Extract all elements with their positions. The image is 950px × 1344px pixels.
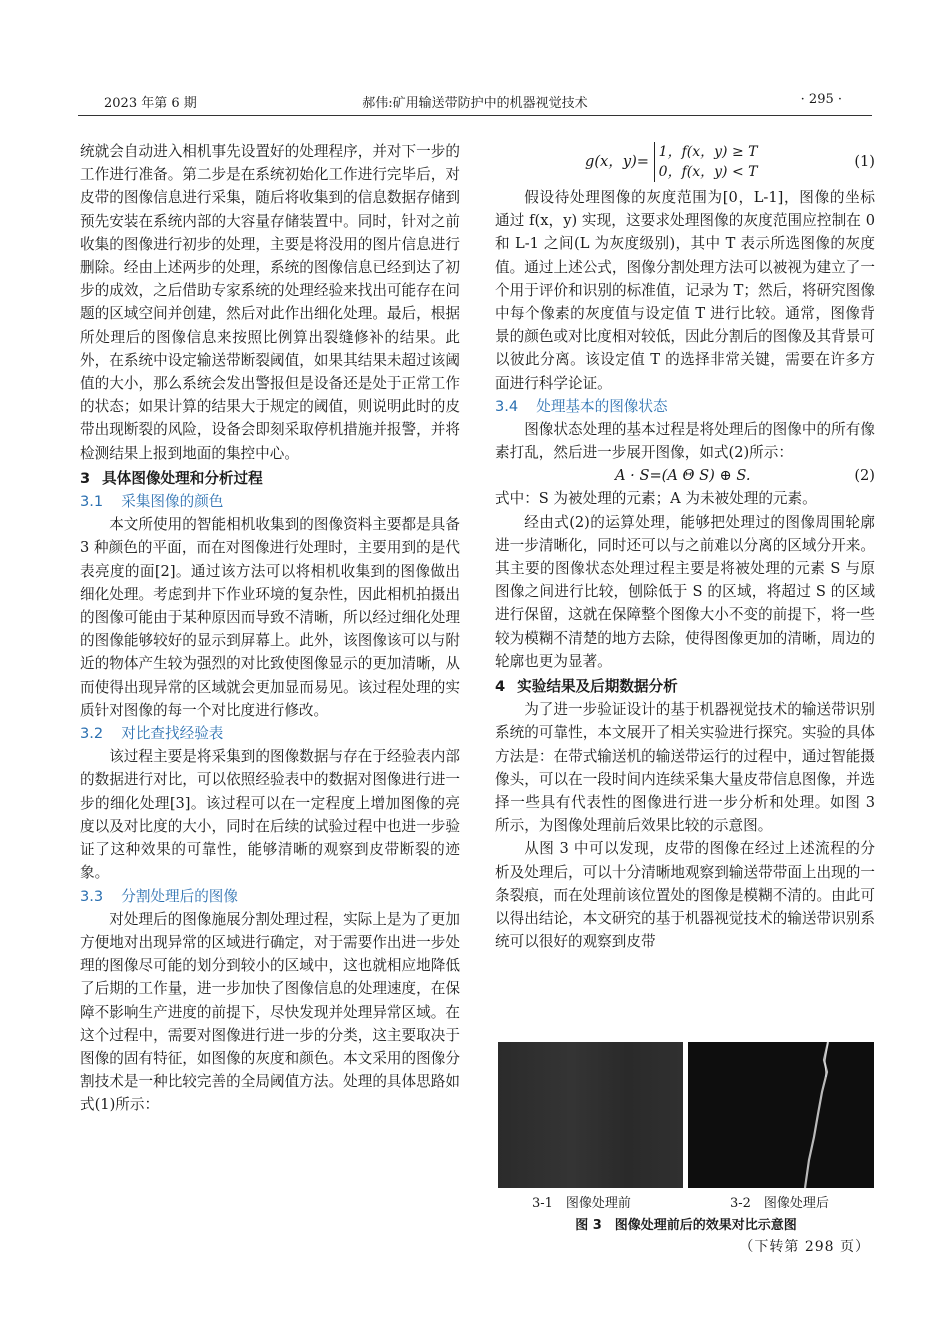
image-before-processing xyxy=(498,1042,683,1188)
crack-line-graphic xyxy=(688,1042,874,1188)
equation-number: (1) xyxy=(854,153,875,170)
subsection-heading: 3.4 处理基本的图像状态 xyxy=(495,397,668,415)
paragraph: 图像状态处理的基本过程是将处理后的图像中的所有像素打乱，然后进一步展开图像，如式(2)所示： xyxy=(495,421,875,462)
figure-3 xyxy=(498,1042,874,1233)
equation-number: (2) xyxy=(854,467,875,485)
section-heading: 4 实验结果及后期数据分析 xyxy=(495,678,678,696)
equation-note: 式中：S 为被处理的元素；A 为未被处理的元素。 xyxy=(495,490,817,508)
subsection-heading: 3.3 分割处理后的图像 xyxy=(80,887,238,905)
paragraph: 经由式(2)的运算处理，能够把处理过的图像周围轮廓进一步清晰化，同时还可以与之前难以分离的区域分开来。其主要的图像状态处理过程主要是将被处理的元素 S 与原图像之间进行比较，刨除低于 S 的区域，将超过 S 的区域进行保留，这就在保障整个图像大小不变的前提下，将一些较为模糊不清楚的地方去除，使得图像更加的清晰，周边的轮廓也更为显著。 xyxy=(495,513,875,670)
left-column xyxy=(80,140,460,1117)
page-number: · 295 · xyxy=(800,92,842,107)
subcaption-before: 3-1 图像处理前 xyxy=(532,1196,631,1211)
equation-2 xyxy=(495,464,875,487)
equation-lhs: g(x，y)= xyxy=(585,153,650,170)
continued-note: （下转第 298 页） xyxy=(739,1239,870,1255)
paragraph: 本文所使用的智能相机收集到的图像资料主要都是具备 3 种颜色的平面，而在对图像进行处理时，主要用到的是代表亮度的面[2]。通过该方法可以将相机收集到的图像做出细化处理。考虑到井下作业环境的复杂性，因此相机拍摄出的图像可能由于某种原因而导致不清晰，所以经过细化处理的图像能够较好的显示到屏幕上。此外，该图像该可以与附近的物体产生较为强烈的对比致使图像显示的更加清晰，从而使得出现异常的区域就会更加显而易见。该过程处理的实质针对图像的每一个对比度进行修改。 xyxy=(80,516,460,719)
equation-body: A · S=(A Θ S) ⊕ S. xyxy=(615,467,751,485)
paragraph: 对处理后的图像施展分割处理过程，实际上是为了更加方便地对出现异常的区域进行确定，对于需要作出进一步处理的图像尽可能的划分到较小的区域中，这也就相应地降低了后期的工作量，进一步加快了图像信息的处理速度，在保障不影响生产进度的前提下，尽快发现并处理异常区域。在这个过程中，需要对图像进行进一步的分类，这主要取决于图像的固有特征，如图像的灰度和颜色。本文采用的图像分割技术是一种比较完善的全局阈值方法。处理的具体思路如式(1)所示： xyxy=(80,910,460,1114)
issue-label: 2023 年第 6 期 xyxy=(104,96,197,111)
paragraph: 该过程主要是将采集到的图像数据与存在于经验表内部的数据进行对比，可以依照经验表中的数据对图像进行进一步的细化处理[3]。该过程可以在一定程度上增加图像的亮度以及对比度的大小，同时在后续的试验过程中也进一步验证了这种效果的可靠性，能够清晰的观察到皮带断裂的迹象。 xyxy=(80,748,460,882)
subsection-heading: 3.1 采集图像的颜色 xyxy=(80,493,224,511)
subcaption-after: 3-2 图像处理后 xyxy=(730,1196,829,1211)
running-header xyxy=(78,92,872,114)
header-rule xyxy=(78,115,872,116)
image-after-processing xyxy=(688,1042,874,1188)
right-column xyxy=(495,140,875,954)
paragraph: 统就会自动进入相机事先设置好的处理程序，并对下一步的工作进行准备。第二步是在系统初始化工作进行完毕后，对皮带的图像信息进行采集，随后将收集到的信息数据存储到预先安装在系统内部的大容量存储装置中。同时，针对之前收集的图像进行初步的处理，主要是将没用的图片信息进行删除。经由上述两步的处理，系统的图像信息已经到达了初步的成效，之后借助专家系统的处理经验来找出可能存在问题的区域空间并创建，然后对此作出细化处理。最后，根据所处理后的图像信息来按照比例算出裂缝修补的结果。此外，在系统中设定输送带断裂阈值，如果其结果未超过该阈值的大小，那么系统会发出警报但是设备还是处于正常工作的状态；如果计算的结果大于规定的阈值，则说明此时的皮带出现断裂的风险，设备会即刻采取停机措施并报警，并将检测结果上报到地面的集控中心。 xyxy=(80,143,460,462)
subsection-heading: 3.2 对比查找经验表 xyxy=(80,725,224,743)
paragraph: 为了进一步验证设计的基于机器视觉技术的输送带识别系统的可靠性，本文展开了相关实验进行探究。实验的具体方法是：在带式输送机的输送带运行的过程中，通过智能摄像头，可以在一段时间内连续采集大量皮带信息图像，并选择一些具有代表性的图像进行进一步分析和处理。如图 3 所示，为图像处理前后效果比较的示意图。 xyxy=(495,701,875,835)
section-heading: 3 具体图像处理和分析过程 xyxy=(80,469,263,487)
paragraph: 从图 3 中可以发现，皮带的图像在经过上述流程的分析及处理后，可以十分清晰地观察到输送带带面上出现的一条裂痕，而在处理前该位置处的图像是模糊不清的。由此可以得出结论，本文研究的基于机器视觉技术的输送带识别系统可以很好的观察到皮带 xyxy=(495,840,875,951)
equation-case-2: 0，f(x，y) < T xyxy=(658,164,758,180)
article-title-header: 郝伟:矿用输送带防护中的机器视觉技术 xyxy=(362,96,588,111)
equation-case-1: 1，f(x，y) ≥ T xyxy=(658,144,758,160)
figure-caption: 图 3 图像处理前后的效果对比示意图 xyxy=(575,1218,797,1233)
paragraph: 假设待处理图像的灰度范围为[0，L-1]，图像的坐标通过 f(x，y) 实现，这要求处理图像的灰度范围应控制在 0 和 L-1 之间(L 为灰度级别)，其中 T 表示所选图像的灰度值。通过上述公式，图像分割处理方法可以被视为建立了一个用于评价和识别的标准值，记录为 T；然后，将研究图像中每个像素的灰度值与设定值 T 进行比较。通常，图像背景的颜色或对比度相对较低，因此分割后的图像及其背景可以彼此分离。该设定值 T 的选择非常关键，需要在许多方面进行科学论证。 xyxy=(495,189,875,392)
equation-1 xyxy=(495,140,875,186)
